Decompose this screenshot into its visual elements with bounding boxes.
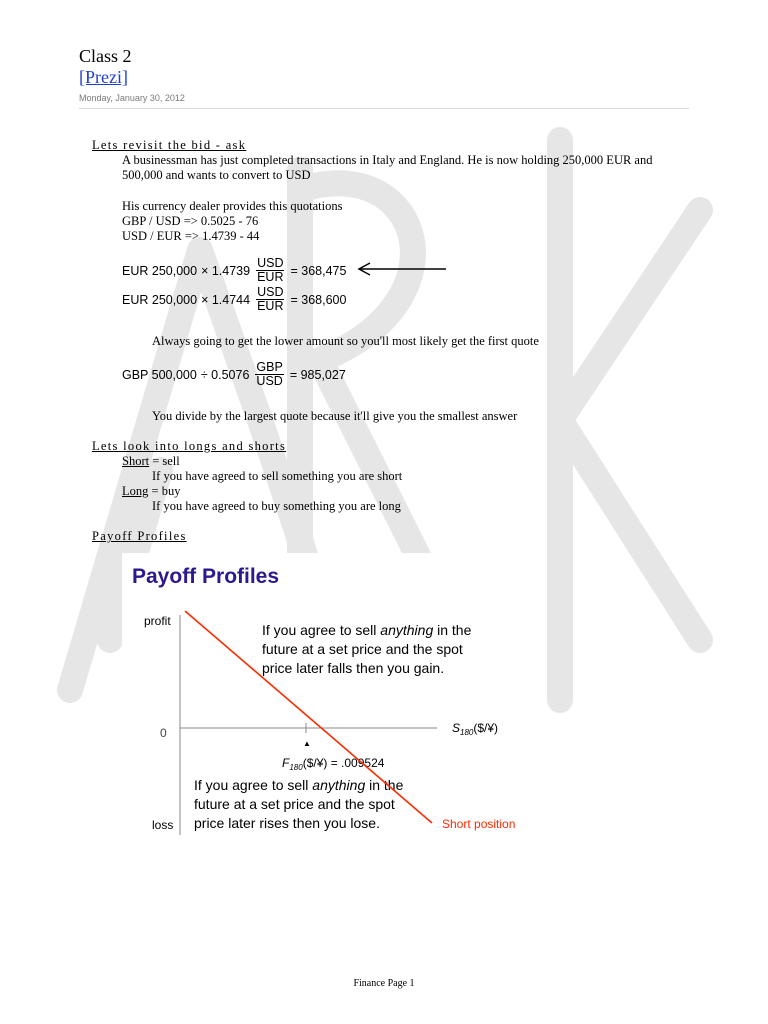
equation-1 xyxy=(122,257,346,284)
page-title: Class 2 xyxy=(79,46,132,66)
eq2-lhs: EUR 250,000 xyxy=(122,292,198,307)
section-heading-bid-ask: Lets revisit the bid - ask xyxy=(92,138,247,152)
intro-line-2: 500,000 and wants to convert to USD xyxy=(122,168,311,182)
short-term: Short xyxy=(122,454,150,468)
annotation-bottom-line-1: If you agree to sell anything in the xyxy=(194,777,404,793)
long-meaning: = buy xyxy=(148,484,181,498)
header-divider xyxy=(79,108,689,109)
short-position-label: Short position xyxy=(442,817,516,831)
eq1-numerator: USD xyxy=(257,256,284,270)
payoff-chart-svg xyxy=(122,553,537,845)
long-description: If you have agreed to buy something you are long xyxy=(152,499,401,513)
long-definition xyxy=(122,484,180,499)
annotation-top-line-1: If you agree to sell anything in the xyxy=(262,622,472,638)
eq2-numerator: USD xyxy=(257,285,284,299)
quote-gbp-usd: GBP / USD => 0.5025 - 76 xyxy=(122,214,259,228)
annotation-bottom-line-2: future at a set price and the spot xyxy=(194,796,395,812)
eq2-denominator: EUR xyxy=(257,299,284,313)
forward-rate-label: $F_{180}(\$/¥) = .009524$ xyxy=(282,756,385,772)
y-label-zero: 0 xyxy=(160,726,167,740)
intro-line-1: A businessman has just completed transactions in Italy and England. He is now holding 250,000 EUR and xyxy=(122,153,653,167)
short-description: If you have agreed to sell something you are short xyxy=(152,469,403,483)
annotation-top-line-3: price later falls then you gain. xyxy=(262,660,445,676)
eq3-denominator: USD xyxy=(256,374,283,388)
eq3-op: ÷ 0.5076 xyxy=(200,367,250,382)
section-heading-longs-shorts: Lets look into longs and shorts xyxy=(92,439,287,453)
note-lower-amount: Always going to get the lower amount so you'll most likely get the first quote xyxy=(152,334,539,348)
y-label-loss: loss xyxy=(152,818,174,832)
page-date: Monday, January 30, 2012 xyxy=(79,93,185,103)
payoff-profile-chart xyxy=(122,553,537,845)
arrow-left-icon xyxy=(356,262,448,276)
equation-3 xyxy=(122,361,346,388)
short-meaning: = sell xyxy=(149,454,180,468)
eq3-fraction xyxy=(255,361,283,388)
eq1-fraction xyxy=(256,257,284,284)
dealer-line: His currency dealer provides this quotations xyxy=(122,199,343,213)
equation-2 xyxy=(122,286,346,313)
forward-arrow-mark: ▲ xyxy=(303,739,311,748)
page-footer: Finance Page 1 xyxy=(353,978,415,989)
eq3-numerator: GBP xyxy=(256,360,283,374)
eq2-rhs: = 368,600 xyxy=(290,292,347,307)
short-definition xyxy=(122,454,180,469)
long-term: Long xyxy=(122,484,149,498)
eq2-op: × 1.4744 xyxy=(201,292,251,307)
quote-usd-eur: USD / EUR => 1.4739 - 44 xyxy=(122,229,260,243)
eq1-lhs: EUR 250,000 xyxy=(122,263,198,278)
eq3-lhs: GBP 500,000 xyxy=(122,367,197,382)
y-label-profit: profit xyxy=(144,614,171,628)
annotation-top-line-2: future at a set price and the spot xyxy=(262,641,463,657)
annotation-bottom-line-3: price later rises then you lose. xyxy=(194,815,380,831)
chart-title: Payoff Profiles xyxy=(132,565,280,588)
x-axis-label: $S_{180}(\$/¥)$ xyxy=(452,721,499,737)
eq1-op: × 1.4739 xyxy=(201,263,251,278)
note-largest-quote: You divide by the largest quote because it'll give you the smallest answer xyxy=(152,409,518,423)
prezi-link[interactable]: [Prezi] xyxy=(79,67,128,87)
eq1-rhs: = 368,475 xyxy=(290,263,347,278)
eq2-fraction xyxy=(256,286,284,313)
section-heading-payoff: Payoff Profiles xyxy=(92,529,187,543)
eq3-rhs: = 985,027 xyxy=(289,367,346,382)
eq1-denominator: EUR xyxy=(257,270,284,284)
